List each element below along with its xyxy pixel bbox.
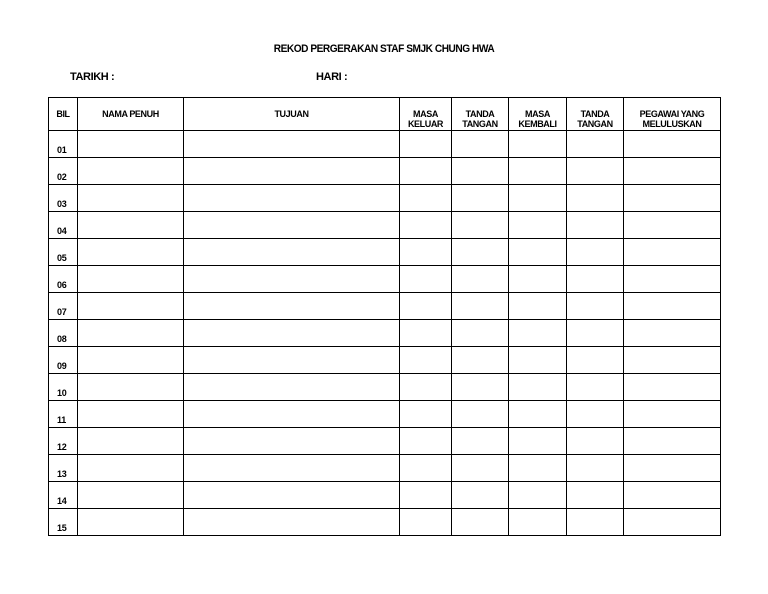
- approving-officer-cell: [624, 293, 721, 320]
- row-number: 14: [49, 482, 78, 509]
- purpose-cell: [184, 482, 400, 509]
- time-out-cell: [400, 185, 452, 212]
- approving-officer-cell: [624, 482, 721, 509]
- table-row: [49, 320, 721, 347]
- time-in-cell: [509, 185, 567, 212]
- row-number: 06: [49, 266, 78, 293]
- row-number: 07: [49, 293, 78, 320]
- row-number: 10: [49, 374, 78, 401]
- time-in-cell: [509, 239, 567, 266]
- signature-out-cell: [452, 347, 509, 374]
- full-name-cell: [78, 158, 184, 185]
- time-in-cell: [509, 158, 567, 185]
- time-out-cell: [400, 455, 452, 482]
- header-signature-out: TANDA TANGAN: [452, 98, 509, 131]
- approving-officer-cell: [624, 239, 721, 266]
- table-row: [49, 482, 721, 509]
- time-out-cell: [400, 266, 452, 293]
- time-in-cell: [509, 428, 567, 455]
- table-row: [49, 131, 721, 158]
- table-row: [49, 185, 721, 212]
- signature-out-cell: [452, 212, 509, 239]
- table-row: [49, 266, 721, 293]
- signature-in-cell: [567, 212, 624, 239]
- full-name-cell: [78, 131, 184, 158]
- signature-in-cell: [567, 374, 624, 401]
- header-approving-officer: PEGAWAI YANG MELULUSKAN: [624, 98, 721, 131]
- signature-out-cell: [452, 455, 509, 482]
- purpose-cell: [184, 455, 400, 482]
- time-in-cell: [509, 212, 567, 239]
- table-row: [49, 374, 721, 401]
- signature-out-cell: [452, 401, 509, 428]
- approving-officer-cell: [624, 509, 721, 536]
- row-number: 12: [49, 428, 78, 455]
- time-in-cell: [509, 509, 567, 536]
- approving-officer-cell: [624, 131, 721, 158]
- time-out-cell: [400, 428, 452, 455]
- signature-in-cell: [567, 509, 624, 536]
- time-in-cell: [509, 455, 567, 482]
- staff-movement-table: [48, 97, 721, 536]
- full-name-cell: [78, 239, 184, 266]
- table-row: [49, 347, 721, 374]
- signature-out-cell: [452, 482, 509, 509]
- signature-out-cell: [452, 428, 509, 455]
- signature-in-cell: [567, 239, 624, 266]
- purpose-cell: [184, 266, 400, 293]
- time-in-cell: [509, 401, 567, 428]
- header-no: BIL: [49, 98, 78, 131]
- approving-officer-cell: [624, 185, 721, 212]
- signature-in-cell: [567, 401, 624, 428]
- signature-in-cell: [567, 428, 624, 455]
- time-out-cell: [400, 158, 452, 185]
- time-in-cell: [509, 131, 567, 158]
- signature-in-cell: [567, 185, 624, 212]
- time-out-cell: [400, 131, 452, 158]
- signature-in-cell: [567, 131, 624, 158]
- row-number: 05: [49, 239, 78, 266]
- purpose-cell: [184, 185, 400, 212]
- approving-officer-cell: [624, 401, 721, 428]
- full-name-cell: [78, 374, 184, 401]
- time-out-cell: [400, 482, 452, 509]
- time-out-cell: [400, 212, 452, 239]
- header-row: [49, 98, 721, 131]
- purpose-cell: [184, 509, 400, 536]
- signature-in-cell: [567, 347, 624, 374]
- table-row: [49, 239, 721, 266]
- time-in-cell: [509, 374, 567, 401]
- signature-in-cell: [567, 158, 624, 185]
- full-name-cell: [78, 266, 184, 293]
- row-number: 11: [49, 401, 78, 428]
- approving-officer-cell: [624, 374, 721, 401]
- full-name-cell: [78, 293, 184, 320]
- purpose-cell: [184, 320, 400, 347]
- approving-officer-cell: [624, 455, 721, 482]
- signature-out-cell: [452, 131, 509, 158]
- full-name-cell: [78, 212, 184, 239]
- purpose-cell: [184, 239, 400, 266]
- header-full-name: NAMA PENUH: [78, 98, 184, 131]
- approving-officer-cell: [624, 266, 721, 293]
- table-row: [49, 401, 721, 428]
- purpose-cell: [184, 401, 400, 428]
- day-label: HARI :: [316, 71, 348, 83]
- row-number: 08: [49, 320, 78, 347]
- time-out-cell: [400, 374, 452, 401]
- full-name-cell: [78, 455, 184, 482]
- approving-officer-cell: [624, 320, 721, 347]
- form-title: REKOD PERGERAKAN STAF SMJK CHUNG HWA: [273, 43, 495, 55]
- header-time-out: MASA KELUAR: [400, 98, 452, 131]
- purpose-cell: [184, 428, 400, 455]
- signature-out-cell: [452, 239, 509, 266]
- full-name-cell: [78, 185, 184, 212]
- header-signature-in: TANDA TANGAN: [567, 98, 624, 131]
- table-row: [49, 509, 721, 536]
- row-number: 03: [49, 185, 78, 212]
- purpose-cell: [184, 374, 400, 401]
- signature-out-cell: [452, 266, 509, 293]
- signature-out-cell: [452, 158, 509, 185]
- purpose-cell: [184, 347, 400, 374]
- header-time-in: MASA KEMBALI: [509, 98, 567, 131]
- full-name-cell: [78, 428, 184, 455]
- full-name-cell: [78, 347, 184, 374]
- full-name-cell: [78, 320, 184, 347]
- time-out-cell: [400, 293, 452, 320]
- signature-in-cell: [567, 320, 624, 347]
- time-in-cell: [509, 347, 567, 374]
- approving-officer-cell: [624, 347, 721, 374]
- time-out-cell: [400, 320, 452, 347]
- table-row: [49, 428, 721, 455]
- row-number: 15: [49, 509, 78, 536]
- full-name-cell: [78, 482, 184, 509]
- time-in-cell: [509, 320, 567, 347]
- signature-in-cell: [567, 482, 624, 509]
- time-out-cell: [400, 347, 452, 374]
- purpose-cell: [184, 158, 400, 185]
- signature-out-cell: [452, 185, 509, 212]
- table-row: [49, 455, 721, 482]
- approving-officer-cell: [624, 428, 721, 455]
- time-out-cell: [400, 509, 452, 536]
- purpose-cell: [184, 212, 400, 239]
- signature-out-cell: [452, 374, 509, 401]
- row-number: 13: [49, 455, 78, 482]
- time-out-cell: [400, 401, 452, 428]
- full-name-cell: [78, 401, 184, 428]
- signature-in-cell: [567, 455, 624, 482]
- row-number: 01: [49, 131, 78, 158]
- signature-out-cell: [452, 509, 509, 536]
- row-number: 04: [49, 212, 78, 239]
- signature-in-cell: [567, 266, 624, 293]
- signature-out-cell: [452, 320, 509, 347]
- time-in-cell: [509, 266, 567, 293]
- table-row: [49, 293, 721, 320]
- time-in-cell: [509, 482, 567, 509]
- table-row: [49, 158, 721, 185]
- approving-officer-cell: [624, 212, 721, 239]
- row-number: 09: [49, 347, 78, 374]
- row-number: 02: [49, 158, 78, 185]
- table-row: [49, 212, 721, 239]
- header-purpose: TUJUAN: [184, 98, 400, 131]
- full-name-cell: [78, 509, 184, 536]
- time-in-cell: [509, 293, 567, 320]
- date-label: TARIKH :: [70, 71, 115, 83]
- signature-in-cell: [567, 293, 624, 320]
- approving-officer-cell: [624, 158, 721, 185]
- purpose-cell: [184, 293, 400, 320]
- signature-out-cell: [452, 293, 509, 320]
- purpose-cell: [184, 131, 400, 158]
- time-out-cell: [400, 239, 452, 266]
